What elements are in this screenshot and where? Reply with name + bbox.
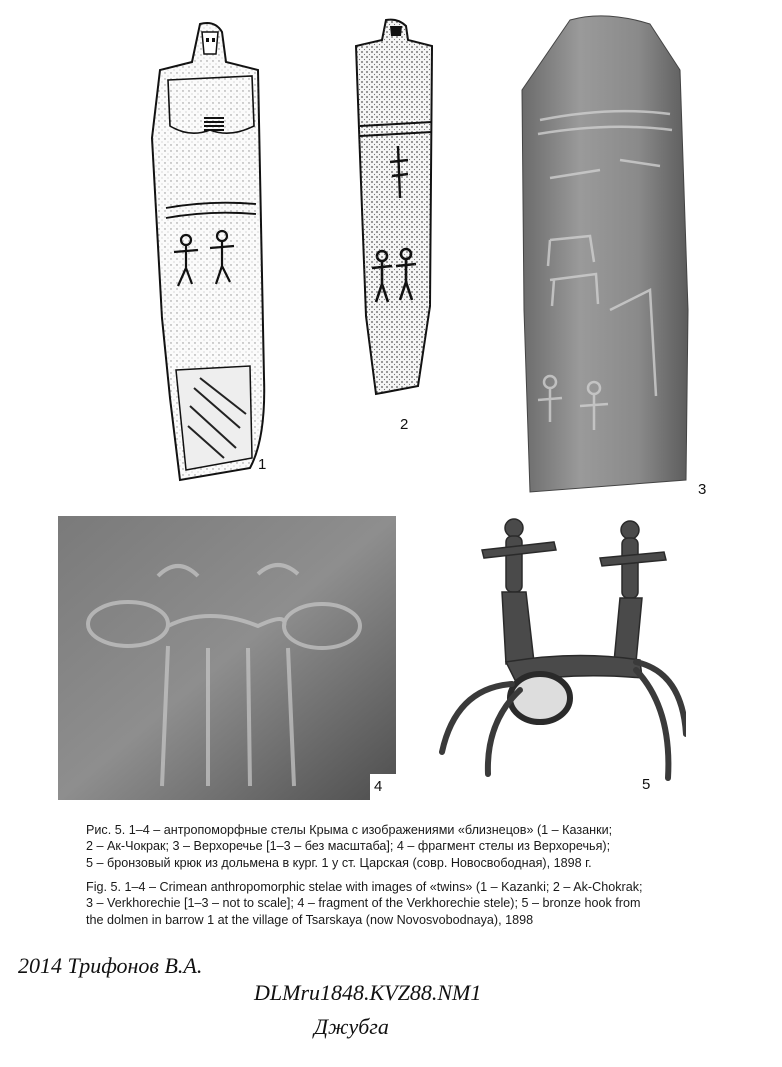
caption-en-line-2: 3 – Verkhorechie [1–3 – not to scale]; 4 – fragment of the Verkhorechie stele); 5 – bronze hook from xyxy=(86,896,641,911)
caption-ru-line-2: 2 – Ак-Чокрак; 3 – Верхоречье [1–3 – без масштаба]; 4 – фрагмент стелы из Верхоречья); xyxy=(86,839,611,854)
figure-3-verkhorechie-stele-photo xyxy=(510,10,696,496)
caption-ru-line-1: Рис. 5. 1–4 – антропоморфные стелы Крыма с изображениями «близнецов» (1 – Казанки; xyxy=(86,823,613,837)
signature-place: Джубга xyxy=(314,1014,389,1039)
caption-russian xyxy=(86,822,726,871)
figure-5-bronze-hook-photo xyxy=(436,512,686,782)
figure-4-verkhorechie-fragment-photo xyxy=(58,516,396,800)
figure-3-number: 3 xyxy=(698,481,707,498)
caption-ru-line-3: 5 – бронзовый крюк из дольмена в кург. 1 у ст. Царская (совр. Новосвободная), 1898 г. xyxy=(86,855,592,870)
signature-code: DLMru1848.KVZ88.NM1 xyxy=(254,980,482,1005)
signature-author: 2014 Трифонов В.А. xyxy=(18,953,203,978)
caption-english xyxy=(86,879,726,928)
figure-2-ak-chokrak-stele xyxy=(346,16,438,406)
figure-1-kazanki-stele xyxy=(140,18,270,488)
figure-1-number: 1 xyxy=(258,456,267,473)
caption-en-line-3: the dolmen in barrow 1 at the village of Tsarskaya (now Novosvobodnaya), 1898 xyxy=(86,912,534,927)
figure-2-number: 2 xyxy=(400,416,409,433)
figure-4-number: 4 xyxy=(374,778,383,795)
figure-5-number: 5 xyxy=(642,776,651,793)
caption-en-line-1: Fig. 5. 1–4 – Crimean anthropomorphic stelae with images of «twins» (1 – Kazanki; 2 – Ak-Chokrak; xyxy=(86,880,643,894)
